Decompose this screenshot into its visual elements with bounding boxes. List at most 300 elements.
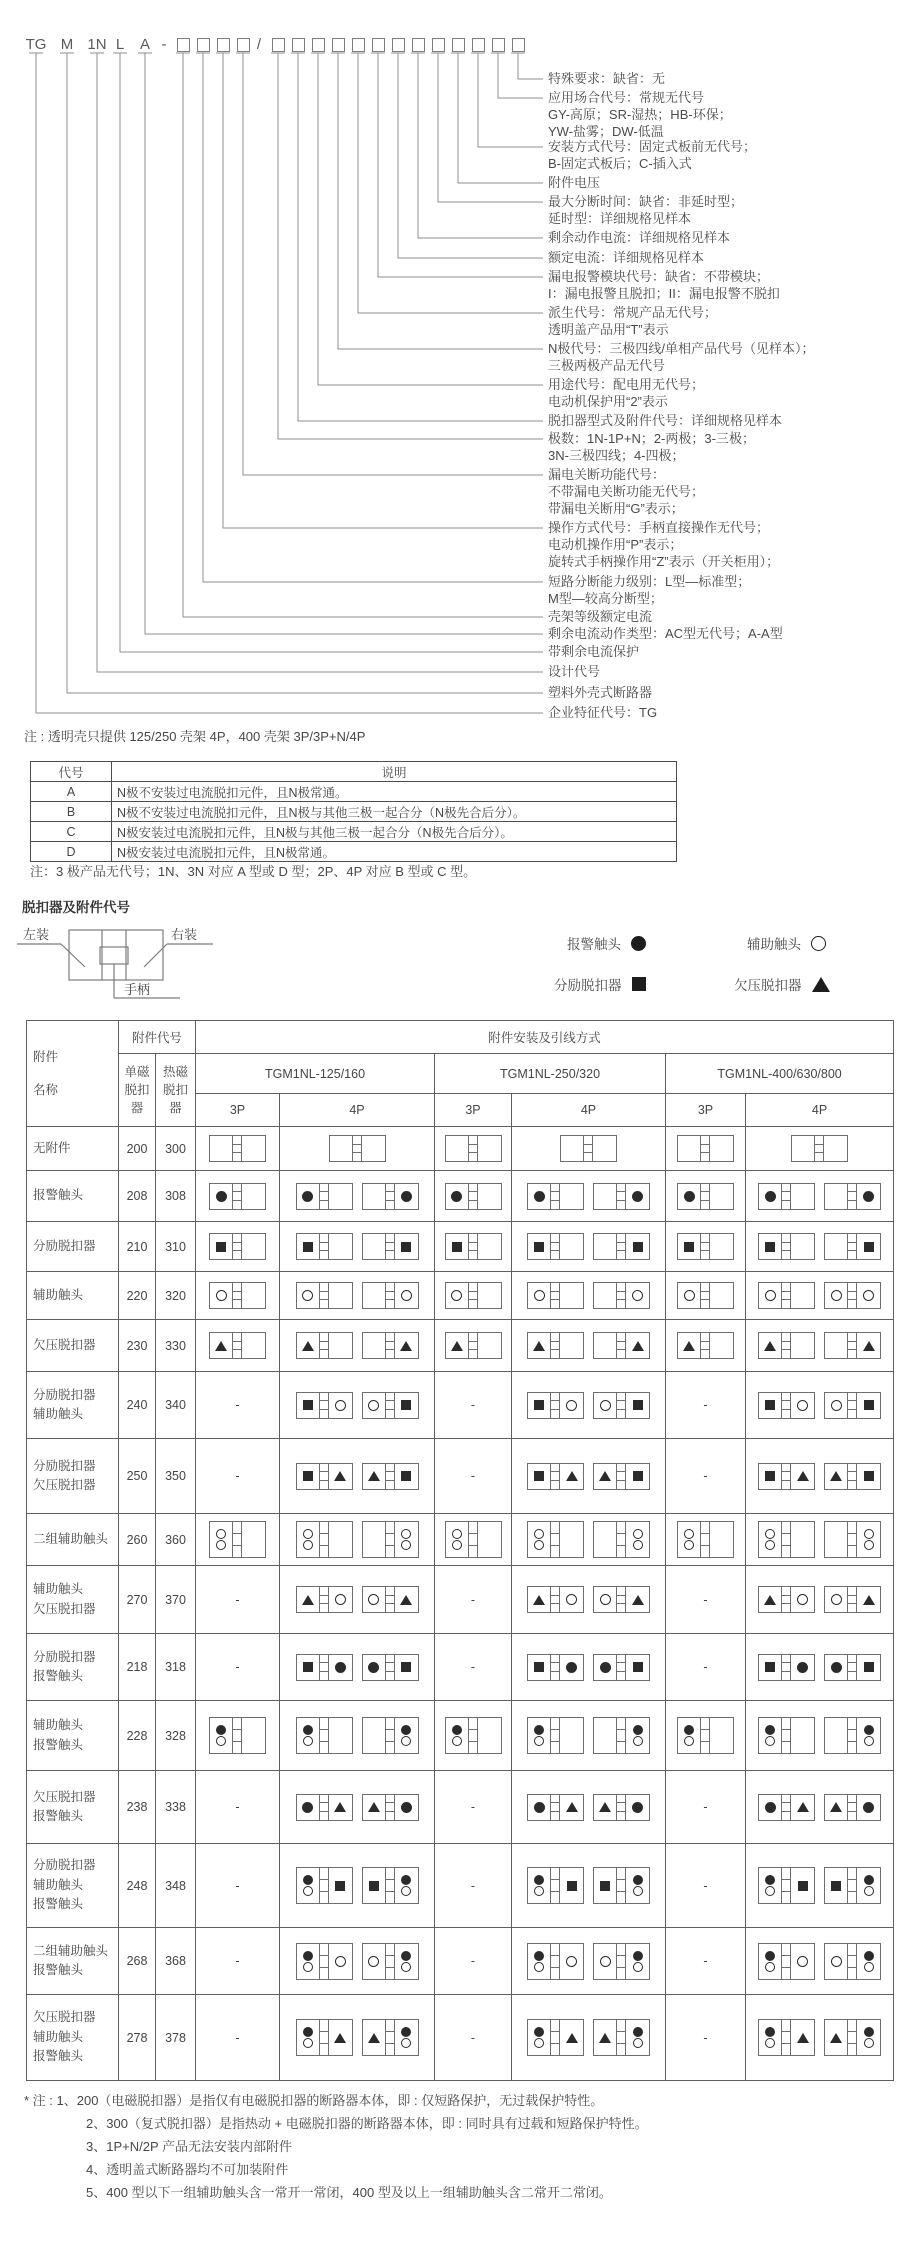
footnote-line: * 注 : 1、200（电磁脱扣器）是指仅有电磁脱扣器的断路器本体，即 : 仅短路保护，无过载保护特性。	[24, 2093, 604, 2108]
right-mount-area	[329, 1283, 352, 1308]
shunt-release-symbol	[567, 1881, 577, 1891]
install-diagram-cell	[746, 1439, 894, 1514]
glyph-group	[282, 1463, 432, 1490]
breaker-glyph	[296, 1943, 353, 1980]
undervoltage-release-symbol	[797, 2033, 809, 2043]
left-mount-area	[528, 1184, 550, 1209]
handle-column	[700, 1333, 710, 1358]
designation-callout-line: 延时型：详细规格见样本	[548, 211, 692, 226]
right-mount-area	[791, 1234, 814, 1259]
undervoltage-release-symbol	[566, 2033, 578, 2043]
auxiliary-contact-symbol	[335, 1594, 346, 1605]
model-code-segment: TG	[25, 36, 47, 53]
auxiliary-contact-symbol	[368, 1594, 379, 1605]
shunt-release-symbol	[864, 1471, 874, 1481]
breaker-glyph	[677, 1183, 734, 1210]
alarm-plus-auxiliary-symbol	[765, 2027, 775, 2048]
breaker-glyph	[593, 1233, 650, 1260]
breaker-glyph	[362, 2019, 419, 2056]
right-mount-area	[395, 1333, 418, 1358]
handle-column	[616, 2020, 626, 2055]
leader-line	[271, 53, 543, 439]
alarm-plus-auxiliary-symbol	[765, 1725, 775, 1746]
left-mount-area	[446, 1136, 468, 1161]
handle-column	[781, 1234, 791, 1259]
glyph-group	[748, 1943, 891, 1980]
left-mount-area	[594, 1718, 616, 1753]
right-mount-area	[242, 1718, 265, 1753]
single-magnetic-code-cell: 238	[119, 1771, 156, 1844]
left-mount-area	[678, 1718, 700, 1753]
designation-callout-line: 极数：1N-1P+N；2-两极；3-三极；	[548, 431, 755, 446]
install-diagram-cell	[746, 1171, 894, 1222]
handle-column	[232, 1184, 242, 1209]
right-mount-area	[560, 1184, 583, 1209]
alarm-contact-symbol	[216, 1191, 227, 1202]
breaker-glyph	[758, 1717, 815, 1754]
right-mount-area	[560, 1718, 583, 1753]
breaker-glyph	[593, 1463, 650, 1490]
right-mount-area	[329, 1868, 352, 1903]
glyph-group	[437, 1521, 509, 1558]
alarm-contact-symbol	[534, 1191, 545, 1202]
handle-column	[781, 1333, 791, 1358]
breaker-glyph	[677, 1332, 734, 1359]
right-mount-area	[395, 1795, 418, 1820]
legend-item	[747, 933, 826, 953]
left-mount-area	[759, 2020, 781, 2055]
auxiliary-contact-symbol	[684, 1290, 695, 1301]
handle-column	[352, 1136, 362, 1161]
install-diagram-cell	[435, 1514, 512, 1566]
undervoltage-release-symbol	[368, 1471, 380, 1481]
breaker-glyph	[209, 1233, 266, 1260]
handle-column	[583, 1136, 593, 1161]
glyph-group	[514, 1332, 663, 1359]
alarm-contact-symbol	[632, 1191, 643, 1202]
left-mount-area	[678, 1234, 700, 1259]
designation-callout	[548, 466, 704, 517]
right-mount-area	[560, 1944, 583, 1979]
right-mount-area	[395, 1868, 418, 1903]
glyph-group	[748, 1332, 891, 1359]
glyph-group	[437, 1233, 509, 1260]
right-mount-area	[824, 1136, 847, 1161]
single-magnetic-code-cell: 210	[119, 1222, 156, 1272]
left-mount-area	[594, 1522, 616, 1557]
install-diagram-cell	[196, 1514, 280, 1566]
breaker-glyph	[593, 1794, 650, 1821]
right-mount-area	[362, 1136, 385, 1161]
undervoltage-release-symbol	[566, 1471, 578, 1481]
handle-column	[319, 1587, 329, 1612]
handle-column	[232, 1136, 242, 1161]
glyph-group	[514, 1233, 663, 1260]
right-mount-area	[626, 1464, 649, 1489]
designation-callout	[548, 376, 704, 410]
install-diagram-cell	[280, 1701, 435, 1771]
left-mount-area	[210, 1234, 232, 1259]
breaker-glyph	[824, 1586, 881, 1613]
glyph-group	[748, 1233, 891, 1260]
designation-callout-line: N极代号：三极四线/单相产品代号（见样本）；	[548, 341, 815, 356]
install-diagram-cell	[512, 1272, 666, 1320]
handle-column	[550, 1587, 560, 1612]
single-magnetic-code-cell: 220	[119, 1272, 156, 1320]
right-mount-area	[242, 1234, 265, 1259]
handle-column	[232, 1718, 242, 1753]
install-diagram-cell: -	[666, 1634, 746, 1701]
install-diagram-cell	[746, 1844, 894, 1928]
left-mount-area	[363, 1184, 385, 1209]
glyph-group	[668, 1135, 743, 1162]
left-mount-area	[297, 1333, 319, 1358]
designation-callout-line: 不带漏电关断功能无代号；	[548, 484, 705, 499]
breaker-glyph	[593, 1521, 650, 1558]
left-mount-area	[297, 1944, 319, 1979]
breaker-glyph	[758, 1654, 815, 1681]
right-mount-area	[242, 1333, 265, 1358]
breaker-glyph	[445, 1521, 502, 1558]
breaker-glyph	[758, 1943, 815, 1980]
right-mount-area	[710, 1136, 733, 1161]
undervoltage-release-icon	[812, 977, 830, 992]
model-code-segment: A	[139, 36, 151, 53]
right-mount-area	[478, 1136, 501, 1161]
breaker-glyph	[758, 1521, 815, 1558]
designation-callout-line: 旋转式手柄操作用“Z”表示（开关柜用）；	[548, 554, 780, 569]
designation-callout	[548, 519, 779, 570]
accessory-table-row	[27, 1771, 894, 1844]
glyph-group	[437, 1282, 509, 1309]
handle-column	[700, 1234, 710, 1259]
handle-column	[616, 1234, 626, 1259]
left-mount-area	[759, 1333, 781, 1358]
glyph-group	[282, 2019, 432, 2056]
shunt-release-symbol	[798, 1881, 808, 1891]
description-cell: N极不安装过电流脱扣元件，且N极与其他三极一起合分（N极先合后分）。	[112, 802, 677, 822]
install-diagram-cell	[196, 1272, 280, 1320]
right-mount-area	[710, 1184, 733, 1209]
auxiliary-contact-symbol	[566, 1594, 577, 1605]
right-mount-area	[395, 1587, 418, 1612]
auxiliary-contact-symbol	[600, 1400, 611, 1411]
left-mount-area	[297, 1718, 319, 1753]
auxiliary-contact-symbol	[797, 1400, 808, 1411]
handle-column	[847, 1234, 857, 1259]
left-mount-area	[594, 1234, 616, 1259]
handle-column	[550, 1795, 560, 1820]
left-mount-area	[594, 1393, 616, 1418]
alarm-contact-symbol	[401, 1802, 412, 1813]
right-mount-area	[857, 1333, 880, 1358]
right-mount-area	[478, 1234, 501, 1259]
install-diagram-cell	[512, 1439, 666, 1514]
handle-column	[781, 1718, 791, 1753]
breaker-glyph	[758, 1463, 815, 1490]
legend-label: 分励脱扣器	[554, 978, 622, 993]
undervoltage-release-symbol	[599, 1471, 611, 1481]
install-diagram-cell	[512, 1222, 666, 1272]
mounting-position-diagram	[15, 922, 225, 1014]
breaker-glyph	[209, 1135, 266, 1162]
glyph-group	[282, 1135, 432, 1162]
glyph-group	[282, 1521, 432, 1558]
right-mount-area	[478, 1718, 501, 1753]
alarm-contact-symbol	[451, 1191, 462, 1202]
single-magnetic-code-cell: 260	[119, 1514, 156, 1566]
auxiliary-contact-symbol	[831, 1290, 842, 1301]
right-mount-area	[395, 1184, 418, 1209]
alarm-contact-symbol	[401, 1191, 412, 1202]
thermal-magnetic-code-cell: 340	[156, 1372, 196, 1439]
leader-line	[60, 53, 543, 693]
breaker-glyph	[824, 1717, 881, 1754]
accessory-section-title: 脱扣器及附件代号	[22, 900, 130, 915]
pole-header: 3P	[435, 1094, 512, 1127]
breaker-glyph	[296, 1183, 353, 1210]
designation-callout-line: 最大分断时间：缺省：非延时型；	[548, 194, 744, 209]
auxiliary-contact-symbol	[335, 1400, 346, 1411]
breaker-glyph	[362, 1586, 419, 1613]
right-mount-area	[242, 1522, 265, 1557]
alarm-plus-auxiliary-symbol	[864, 2027, 874, 2048]
designation-callout	[548, 229, 730, 246]
right-mount-area	[242, 1136, 265, 1161]
designation-callout	[548, 684, 652, 701]
breaker-glyph	[527, 1183, 584, 1210]
thermal-magnetic-header: 热磁 脱扣 器	[156, 1054, 196, 1127]
accessory-name-cell: 辅助触头	[27, 1272, 119, 1320]
left-mount-area	[594, 2020, 616, 2055]
left-mount-area	[825, 1944, 847, 1979]
install-diagram-cell	[512, 1701, 666, 1771]
left-mount-area	[528, 1655, 550, 1680]
leader-line	[196, 53, 543, 582]
install-diagram-cell	[280, 1272, 435, 1320]
right-mount-area	[791, 1393, 814, 1418]
right-mount-area	[791, 1184, 814, 1209]
glyph-group	[198, 1233, 277, 1260]
right-mount-area	[710, 1234, 733, 1259]
glyph-group	[514, 1392, 663, 1419]
glyph-group	[282, 1943, 432, 1980]
install-diagram-cell	[280, 1171, 435, 1222]
left-mount-area	[825, 1283, 847, 1308]
breaker-glyph	[362, 1794, 419, 1821]
glyph-group	[514, 2019, 663, 2056]
undervoltage-release-symbol	[400, 1595, 412, 1605]
install-diagram-cell	[280, 1127, 435, 1171]
breaker-glyph	[527, 2019, 584, 2056]
handle-column	[616, 1655, 626, 1680]
left-mount-area	[759, 1655, 781, 1680]
designation-callout-line: 特殊要求：缺省：无	[548, 71, 666, 86]
right-mount-area	[791, 1795, 814, 1820]
shunt-release-symbol	[534, 1242, 544, 1252]
thermal-magnetic-code-cell: 308	[156, 1171, 196, 1222]
handle-column	[385, 1868, 395, 1903]
glyph-group	[514, 1943, 663, 1980]
leader-line	[90, 53, 543, 672]
left-mount-area	[759, 1283, 781, 1308]
alarm-plus-auxiliary-symbol	[303, 1725, 313, 1746]
glyph-group	[198, 1135, 277, 1162]
handle-column	[847, 1587, 857, 1612]
shunt-release-symbol	[765, 1242, 775, 1252]
right-mount-area	[626, 1184, 649, 1209]
left-mount-area	[594, 1587, 616, 1612]
left-mount-area	[825, 1587, 847, 1612]
right-mount-area	[626, 1234, 649, 1259]
single-magnetic-code-cell: 240	[119, 1372, 156, 1439]
install-diagram-cell	[512, 1171, 666, 1222]
description-cell: N极安装过电流脱扣元件，且N极常通。	[112, 842, 677, 862]
install-diagram-cell: -	[196, 1771, 280, 1844]
right-mount-area	[710, 1522, 733, 1557]
left-mount-area	[210, 1522, 232, 1557]
shunt-release-symbol	[765, 1662, 775, 1672]
glyph-group	[748, 1135, 891, 1162]
left-mount-area	[528, 1795, 550, 1820]
single-magnetic-header: 单磁 脱扣 器	[119, 1054, 156, 1127]
right-mount-area	[329, 1944, 352, 1979]
accessory-name-cell: 无附件	[27, 1127, 119, 1171]
handle-column	[847, 1393, 857, 1418]
handle-column	[385, 1184, 395, 1209]
handle-column	[847, 1522, 857, 1557]
right-mount-area	[857, 1944, 880, 1979]
alarm-contact-symbol	[632, 1802, 643, 1813]
handle-column	[319, 1393, 329, 1418]
shunt-release-symbol	[864, 1242, 874, 1252]
handle-column	[847, 1464, 857, 1489]
handle-column	[232, 1522, 242, 1557]
handle-column	[814, 1136, 824, 1161]
handle-column	[847, 1795, 857, 1820]
install-diagram-cell	[280, 1372, 435, 1439]
breaker-glyph	[677, 1135, 734, 1162]
single-magnetic-code-cell: 248	[119, 1844, 156, 1928]
breaker-glyph	[593, 1392, 650, 1419]
code-cell: B	[31, 802, 112, 822]
pole-header: 3P	[666, 1094, 746, 1127]
install-diagram-cell	[746, 1566, 894, 1634]
install-diagram-cell	[280, 1844, 435, 1928]
designation-callout	[548, 412, 782, 429]
install-diagram-cell	[435, 1171, 512, 1222]
handle-column	[616, 1587, 626, 1612]
designation-callout	[548, 174, 600, 191]
install-diagram-cell: -	[196, 1995, 280, 2081]
designation-callout	[548, 340, 815, 374]
install-diagram-cell	[196, 1171, 280, 1222]
legend-item	[554, 974, 646, 994]
right-mount-area	[857, 1655, 880, 1680]
handle-column	[616, 1333, 626, 1358]
designation-callout-line: 透明盖产品用“T”表示	[548, 322, 669, 337]
undervoltage-release-symbol	[400, 1341, 412, 1351]
designation-callout-line: 带漏电关断用“G”表示；	[548, 501, 684, 516]
breaker-glyph	[527, 1586, 584, 1613]
right-mount-area	[626, 1587, 649, 1612]
left-mount-area	[363, 1234, 385, 1259]
breaker-glyph	[593, 1332, 650, 1359]
designation-callout-line: 短路分断能力级别：L型—标准型；	[548, 574, 751, 589]
handle-column	[319, 1464, 329, 1489]
auxiliary-contact-symbol	[831, 1594, 842, 1605]
shunt-release-symbol	[534, 1662, 544, 1672]
auxiliary-contact-symbol	[335, 1956, 346, 1967]
shunt-release-symbol	[401, 1242, 411, 1252]
right-mount-area	[791, 1655, 814, 1680]
right-mount-leader-line	[144, 944, 213, 967]
handle-column	[847, 1655, 857, 1680]
legend-item	[734, 974, 830, 994]
left-mount-area	[594, 1655, 616, 1680]
glyph-group	[514, 1183, 663, 1210]
handle-column	[781, 1283, 791, 1308]
breaker-glyph	[593, 2019, 650, 2056]
left-mount-area	[528, 1283, 550, 1308]
install-diagram-cell: -	[435, 1995, 512, 2081]
accessory-name-cell: 分励脱扣器 欠压脱扣器	[27, 1439, 119, 1514]
left-mount-area	[297, 1655, 319, 1680]
double-auxiliary-contact-symbol	[534, 1529, 544, 1550]
accessory-table-row	[27, 1995, 894, 2081]
handle-column	[385, 1718, 395, 1753]
handle-column	[319, 1718, 329, 1753]
accessory-name-cell: 辅助触头 欠压脱扣器	[27, 1566, 119, 1634]
undervoltage-release-symbol	[599, 2033, 611, 2043]
install-diagram-cell	[435, 1701, 512, 1771]
handle-column	[468, 1184, 478, 1209]
breaker-glyph	[824, 1463, 881, 1490]
install-diagram-cell	[435, 1272, 512, 1320]
n-pole-code-table-wrap	[30, 761, 677, 862]
alarm-contact-symbol	[566, 1662, 577, 1673]
breaker-glyph	[758, 1586, 815, 1613]
handle-column	[550, 1333, 560, 1358]
left-mount-area	[825, 1333, 847, 1358]
handle-column	[468, 1136, 478, 1161]
right-mount-area	[857, 1393, 880, 1418]
shunt-release-symbol	[369, 1881, 379, 1891]
right-mount-area	[857, 1522, 880, 1557]
left-mount-area	[446, 1234, 468, 1259]
handle-column	[319, 1868, 329, 1903]
install-diagram-cell: -	[435, 1771, 512, 1844]
double-auxiliary-contact-symbol	[633, 1529, 643, 1550]
breaker-glyph	[824, 1282, 881, 1309]
install-diagram-cell	[196, 1701, 280, 1771]
breaker-glyph	[791, 1135, 848, 1162]
breaker-glyph	[296, 1392, 353, 1419]
leader-line	[311, 53, 543, 385]
handle-column	[319, 1184, 329, 1209]
accessory-name-cell: 二组辅助触头	[27, 1514, 119, 1566]
shunt-release-symbol	[600, 1881, 610, 1891]
handle-column	[468, 1522, 478, 1557]
leader-line	[236, 53, 543, 475]
frame-header: TGM1NL-400/630/800	[666, 1054, 894, 1094]
designation-callout-line: B-固定式板后；C-插入式	[548, 156, 692, 171]
accessory-table-row	[27, 1320, 894, 1372]
designation-note: 注 : 透明壳只提供 125/250 壳架 4P，400 壳架 3P/3P+N/4P	[24, 729, 366, 744]
shunt-release-symbol	[633, 1471, 643, 1481]
install-diagram-cell	[280, 1995, 435, 2081]
breaker-glyph	[209, 1521, 266, 1558]
